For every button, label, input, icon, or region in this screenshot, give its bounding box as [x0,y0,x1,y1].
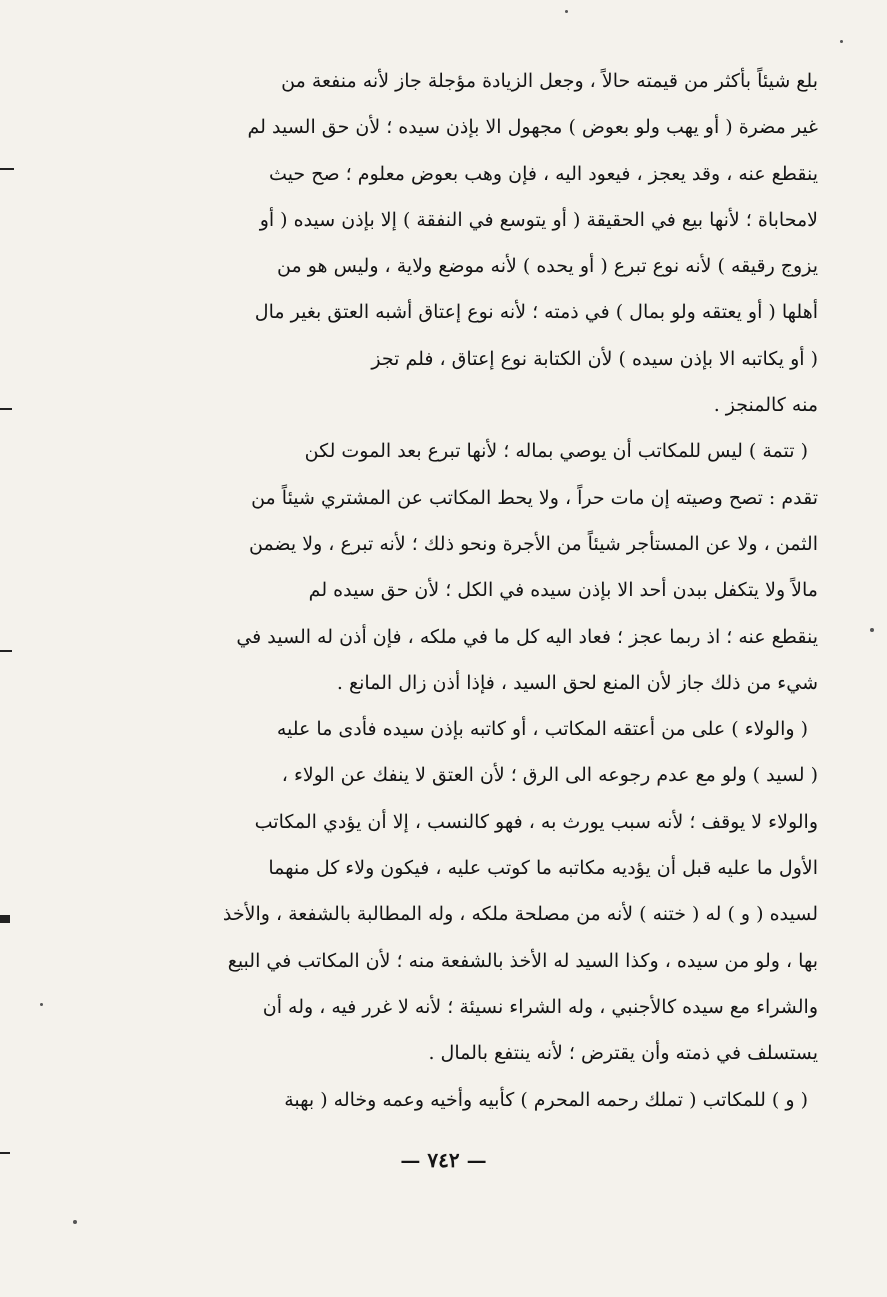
text-line: بلع شيئاً بأكثر من قيمته حالاً ، وجعل الزيادة مؤجلة جاز لأنه منفعة من [281,70,818,92]
page-number: — ٧٤٢ — [400,1148,487,1172]
margin-mark [0,650,12,652]
text-line: الأول ما عليه قبل أن يؤديه مكاتبه ما كوتب عليه ، فيكون ولاء كل منهما [268,857,818,880]
margin-mark [0,1152,10,1154]
text-line: غير مضرة ( أو يهب ولو بعوض ) مجهول الا بإذن سيده ؛ لأن حق السيد لم [247,116,818,139]
text-line: تقدم : تصح وصيته إن مات حراً ، ولا يحط المكاتب عن المشتري شيئاً من [251,486,818,509]
text-line: والولاء لا يوقف ؛ لأنه سبب يورث به ، فهو كالنسب ، إلا أن يؤدي المكاتب [254,810,818,833]
text-line: لامحاباة ؛ لأنها بيع في الحقيقة ( أو يتوسع في النفقة ) إلا بإذن سيده ( أو [259,208,818,231]
scan-speck [40,1003,43,1006]
text-line: ينقطع عنه ، وقد يعجز ، فيعود اليه ، فإن وهب بعوض معلوم ؛ صح حيث [269,162,818,185]
text-line: لسيده ( و ) له ( ختنه ) لأنه من مصلحة ملكه ، وله المطالبة بالشفعة ، والأخذ [222,903,818,926]
text-line: بها ، ولو من سيده ، وكذا السيد له الأخذ بالشفعة منه ؛ لأن المكاتب في البيع [227,949,818,972]
text-line: يزوج رقيقه ) لأنه نوع تبرع ( أو يحده ) لأنه موضع ولاية ، وليس هو من [277,255,818,278]
text-line: شيء من ذلك جاز لأن المنع لحق السيد ، فإذا أذن زال المانع . [336,671,818,694]
body-text [118,58,818,1123]
scan-speck [565,10,568,13]
scan-speck [73,1220,77,1224]
margin-mark [0,168,14,170]
text-line: ينقطع عنه ؛ اذ ربما عجز ؛ فعاد اليه كل ما في ملكه ، فإن أذن له السيد في [236,625,818,648]
margin-mark [0,408,12,410]
text-line: ( أو يكاتبه الا بإذن سيده ) لأن الكتابة نوع إعتاق ، فلم تجز [371,347,818,370]
text-line: الثمن ، ولا عن المستأجر شيئاً من الأجرة ونحو ذلك ؛ لأنه تبرع ، ولا يضمن [248,532,818,555]
text-line: يستسلف في ذمته وأن يقترض ؛ لأنه ينتفع بالمال . [428,1042,818,1065]
text-line: منه كالمنجز . [713,394,818,417]
text-line: مالاً ولا يتكفل ببدن أحد الا بإذن سيده في الكل ؛ لأن حق سيده لم [308,579,818,602]
text-line: ( لسيد ) ولو مع عدم رجوعه الى الرق ؛ لأن العتق لا ينفك عن الولاء ، [281,764,818,787]
text-line: ( تتمة ) ليس للمكاتب أن يوصي بماله ؛ لأنها تبرع بعد الموت لكن [304,440,808,463]
text-line: أهلها ( أو يعتقه ولو بمال ) في ذمته ؛ لأنه نوع إعتاق أشبه العتق بغير مال [254,301,818,324]
margin-mark [0,915,10,923]
scan-speck [870,628,874,632]
text-line: والشراء مع سيده كالأجنبي ، وله الشراء نسيئة ؛ لأنه لا غرر فيه ، وله أن [262,995,818,1018]
text-line: ( والولاء ) على من أعتقه المكاتب ، أو كاتبه بإذن سيده فأدى ما عليه [276,718,808,741]
scan-speck [840,40,843,43]
text-line: ( و ) للمكاتب ( تملك رحمه المحرم ) كأبيه وأخيه وعمه وخاله ( بهبة [284,1088,808,1111]
